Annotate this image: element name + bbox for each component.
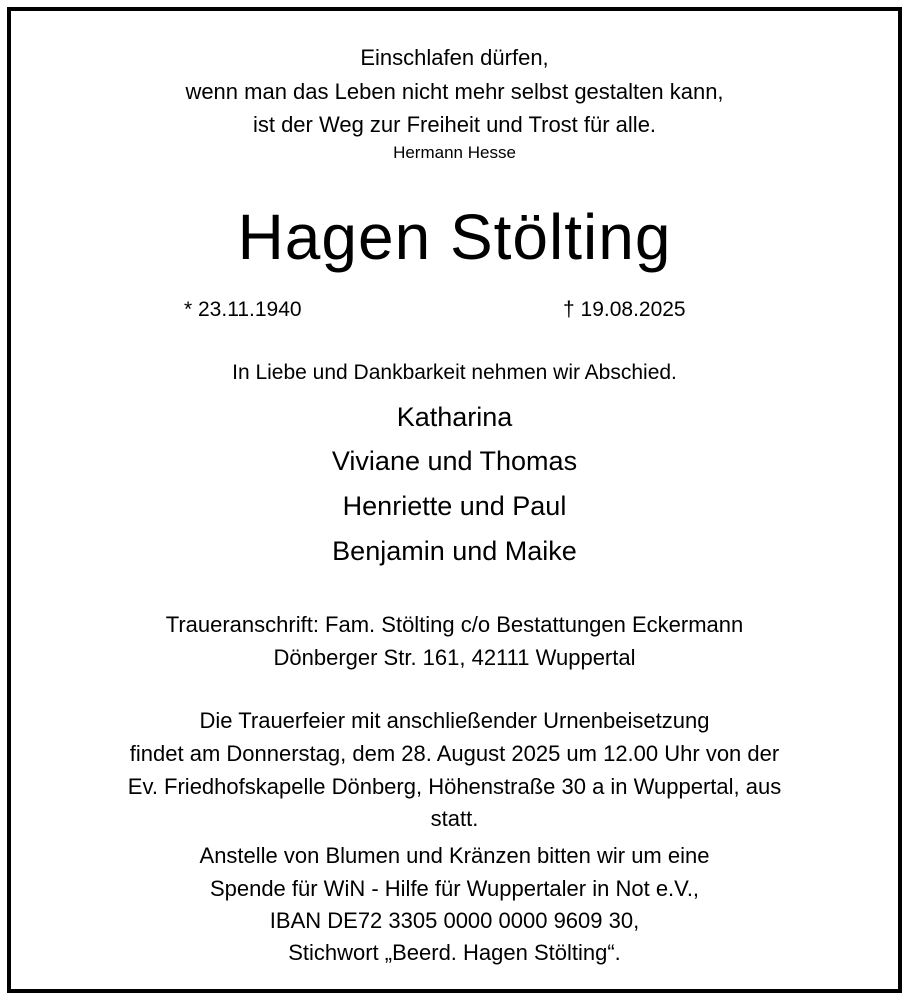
farewell-text: In Liebe und Dankbarkeit nehmen wir Abschied. (232, 361, 677, 384)
ceremony-line: Ev. Friedhofskapelle Dönberg, Höhenstraße 30 a in Wuppertal, aus (127, 774, 782, 799)
ceremony-line: Die Trauerfeier mit anschließender Urnenbeisetzung (199, 708, 710, 733)
family-member: Benjamin und Maike (332, 536, 577, 566)
donation-line: IBAN DE72 3305 0000 0000 9609 30, (269, 908, 640, 933)
ceremony-line: statt. (430, 806, 479, 831)
donation-line: Anstelle von Blumen und Kränzen bitten wir um eine (199, 843, 710, 868)
donation-line: Spende für WiN - Hilfe für Wuppertaler in Not e.V., (209, 876, 700, 901)
donation-line: Stichwort „Beerd. Hagen Stölting“. (288, 940, 621, 965)
quote-line: ist der Weg zur Freiheit und Trost für alle. (252, 112, 657, 137)
ceremony-line: findet am Donnerstag, dem 28. August 2025 um 12.00 Uhr von der (129, 741, 780, 766)
death-date: † 19.08.2025 (563, 298, 686, 321)
quote-line: wenn man das Leben nicht mehr selbst gestalten kann, (185, 79, 724, 104)
quote-line: Einschlafen dürfen, (360, 45, 549, 70)
family-member: Viviane und Thomas (331, 446, 578, 476)
deceased-name: Hagen Stölting (237, 201, 672, 273)
quote-author: Hermann Hesse (393, 143, 516, 162)
address-line: Dönberger Str. 161, 42111 Wuppertal (273, 645, 636, 670)
birth-date: * 23.11.1940 (184, 298, 302, 321)
family-member: Katharina (396, 402, 513, 432)
address-line: Traueranschrift: Fam. Stölting c/o Bestattungen Eckermann (165, 612, 744, 637)
family-member: Henriette und Paul (342, 491, 567, 521)
